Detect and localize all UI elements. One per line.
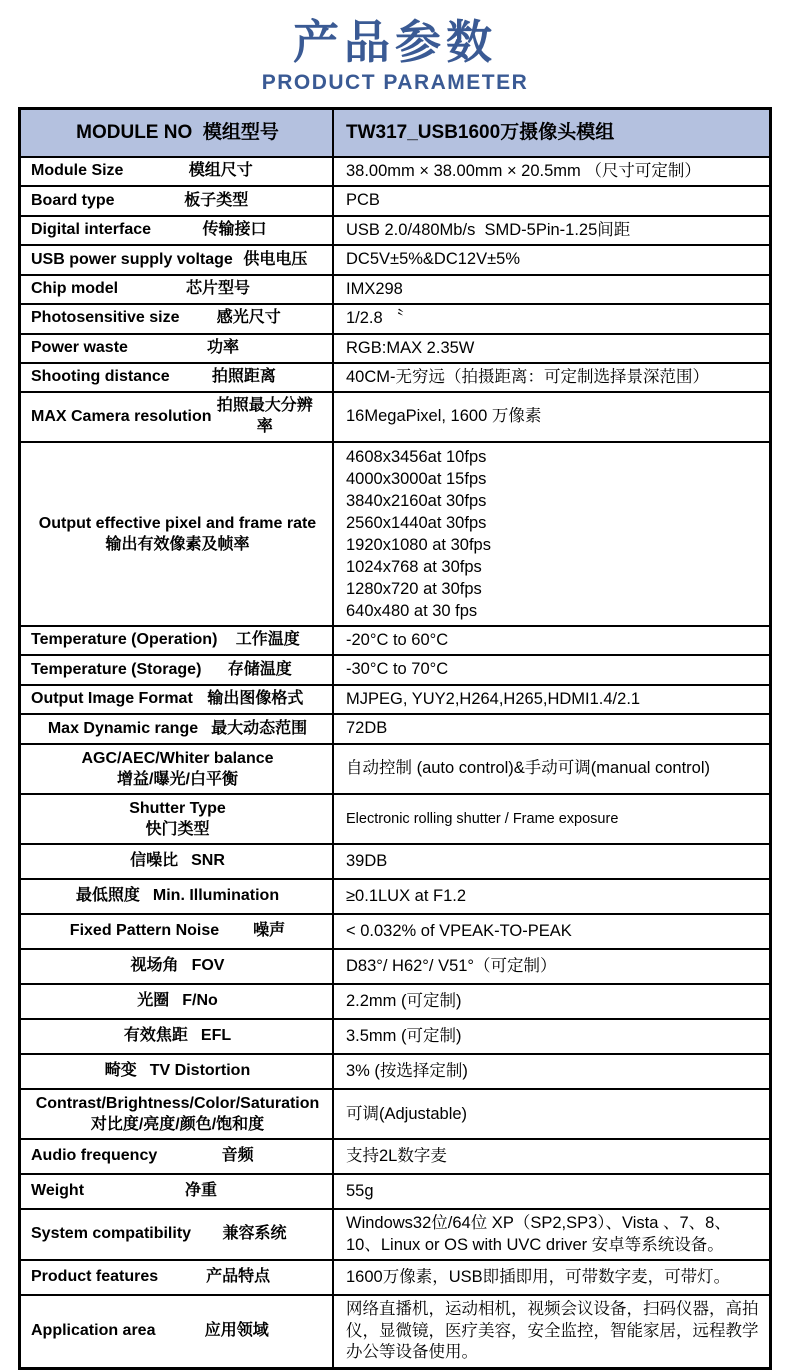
spec-label-zh: 拍照最大分辨率 bbox=[216, 397, 313, 436]
spec-header-label: MODULE NO 模组型号 bbox=[20, 108, 334, 157]
spec-value-text: 1/2.8 〝 bbox=[346, 309, 404, 328]
spec-value bbox=[333, 984, 771, 1019]
spec-row bbox=[20, 794, 771, 844]
spec-label-zh: 增益/曝光/白平衡 bbox=[117, 770, 238, 788]
spec-label-segment: Max Dynamic range bbox=[47, 719, 199, 737]
spec-label bbox=[20, 914, 334, 949]
spec-label-split bbox=[31, 1224, 324, 1245]
spec-label bbox=[20, 216, 334, 245]
spec-value bbox=[333, 626, 771, 655]
spec-label bbox=[20, 363, 334, 392]
spec-value bbox=[333, 1019, 771, 1054]
spec-label-split bbox=[31, 191, 324, 212]
spec-row bbox=[20, 984, 771, 1019]
spec-row bbox=[20, 1174, 771, 1209]
spec-value bbox=[333, 275, 771, 304]
spec-table bbox=[18, 107, 772, 1370]
spec-label bbox=[20, 714, 334, 743]
spec-label-split bbox=[31, 367, 324, 388]
spec-label-split bbox=[31, 689, 324, 710]
spec-value-text: 3.5mm (可定制) bbox=[346, 1026, 462, 1045]
spec-label bbox=[20, 1019, 334, 1054]
spec-label-en: MAX Camera resolution bbox=[31, 407, 212, 425]
spec-value-text: < 0.032% of VPEAK-TO-PEAK bbox=[346, 921, 572, 940]
spec-label-zh: 供电电压 bbox=[243, 250, 308, 268]
page-title: 产品参数 bbox=[293, 16, 497, 68]
spec-label bbox=[20, 685, 334, 714]
spec-header-value: TW317_USB1600万摄像头模组 bbox=[333, 108, 771, 157]
spec-value-line: 3840x2160at 30fps bbox=[346, 491, 487, 510]
spec-label bbox=[20, 186, 334, 215]
spec-value bbox=[333, 304, 771, 333]
spec-label-zh: 兼容系统 bbox=[222, 1225, 287, 1243]
spec-label-zh: 存储温度 bbox=[227, 660, 292, 678]
spec-label-center bbox=[31, 921, 324, 942]
spec-label-center bbox=[31, 1061, 324, 1082]
page-header bbox=[0, 0, 790, 95]
spec-label-zh: 拍照距离 bbox=[211, 368, 276, 386]
spec-label-en: Chip model bbox=[31, 279, 119, 297]
spec-label bbox=[20, 157, 334, 186]
spec-label-split bbox=[31, 250, 324, 271]
spec-value bbox=[333, 392, 771, 442]
spec-label-segment: 信噪比 bbox=[130, 852, 179, 870]
spec-label-center bbox=[31, 1026, 324, 1047]
spec-value-text: 16MegaPixel, 1600 万像素 bbox=[346, 407, 542, 426]
spec-label-zh: 板子类型 bbox=[184, 191, 249, 209]
spec-label-en: Digital interface bbox=[31, 221, 152, 239]
spec-row bbox=[20, 363, 771, 392]
spec-label bbox=[20, 744, 334, 794]
spec-label-en: Weight bbox=[31, 1182, 85, 1200]
spec-value-text: 40CM-无穷远（拍摄距离：可定制选择景深范围） bbox=[346, 367, 710, 386]
spec-label-segment: 畸变 bbox=[104, 1062, 137, 1080]
spec-label-en: Shooting distance bbox=[31, 368, 170, 386]
spec-value bbox=[333, 1295, 771, 1368]
spec-row bbox=[20, 1019, 771, 1054]
spec-value bbox=[333, 1260, 771, 1295]
spec-label bbox=[20, 334, 334, 363]
spec-row bbox=[20, 714, 771, 743]
spec-value bbox=[333, 1089, 771, 1139]
spec-value-line: 1920x1080 at 30fps bbox=[346, 535, 491, 554]
spec-value bbox=[333, 949, 771, 984]
spec-label-en: Shutter Type bbox=[129, 799, 226, 817]
spec-value-text: 网络直播机，运动相机，视频会议设备，扫码仪器，高拍仪，显微镜，医疗美容，安全监控，智能家居，远程教学办公等设备使用。 bbox=[346, 1300, 759, 1362]
spec-value-line: 4608x3456at 10fps bbox=[346, 447, 487, 466]
spec-value-text: DC5V±5%&DC12V±5% bbox=[346, 250, 521, 269]
spec-label bbox=[20, 1295, 334, 1368]
spec-label-split bbox=[31, 1321, 324, 1342]
spec-value-text: 1600万像素，USB即插即用，可带数字麦，可带灯。 bbox=[346, 1268, 731, 1287]
spec-label-split bbox=[31, 308, 324, 329]
spec-value-text: PCB bbox=[346, 191, 380, 210]
spec-label-center bbox=[31, 886, 324, 907]
spec-label-zh: 工作温度 bbox=[235, 631, 300, 649]
spec-label-split bbox=[31, 1181, 324, 1202]
spec-value-text: USB 2.0/480Mb/s SMD-5Pin-1.25间距 bbox=[346, 220, 631, 239]
spec-value bbox=[333, 363, 771, 392]
spec-label-zh: 产品特点 bbox=[206, 1268, 271, 1286]
spec-row bbox=[20, 1260, 771, 1295]
spec-label-segment: Fixed Pattern Noise bbox=[69, 922, 220, 940]
spec-row bbox=[20, 245, 771, 274]
spec-label-en: System compatibility bbox=[31, 1225, 192, 1243]
spec-label-split bbox=[31, 660, 324, 681]
spec-label-center bbox=[31, 719, 324, 740]
spec-row bbox=[20, 914, 771, 949]
spec-value bbox=[333, 1139, 771, 1174]
spec-label-split bbox=[31, 161, 324, 182]
spec-label bbox=[20, 984, 334, 1019]
spec-value-text: 可调(Adjustable) bbox=[346, 1104, 468, 1123]
spec-value-text: -20°C to 60°C bbox=[346, 630, 449, 649]
spec-value-text: 39DB bbox=[346, 851, 388, 870]
spec-label-segment: FOV bbox=[191, 957, 225, 975]
spec-value bbox=[333, 685, 771, 714]
spec-value bbox=[333, 216, 771, 245]
spec-label-split bbox=[31, 396, 324, 438]
spec-value bbox=[333, 245, 771, 274]
spec-value-lines bbox=[346, 446, 759, 622]
spec-label-en: Temperature (Storage) bbox=[31, 660, 202, 678]
spec-row bbox=[20, 1295, 771, 1368]
spec-value bbox=[333, 1054, 771, 1089]
spec-value bbox=[333, 157, 771, 186]
spec-value-line: 2560x1440at 30fps bbox=[346, 513, 487, 532]
spec-label-split bbox=[31, 279, 324, 300]
spec-label bbox=[20, 442, 334, 626]
spec-value bbox=[333, 714, 771, 743]
spec-label bbox=[20, 275, 334, 304]
spec-value-text: Electronic rolling shutter / Frame exposure bbox=[346, 811, 619, 828]
spec-label-stack bbox=[31, 513, 324, 555]
spec-value-text: IMX298 bbox=[346, 279, 403, 298]
spec-label-stack bbox=[31, 1093, 324, 1135]
spec-value bbox=[333, 655, 771, 684]
spec-label-en: USB power supply voltage bbox=[31, 250, 233, 268]
spec-label-zh: 感光尺寸 bbox=[216, 309, 281, 327]
spec-row bbox=[20, 1054, 771, 1089]
spec-label-zh: 输出图像格式 bbox=[207, 690, 304, 708]
spec-row bbox=[20, 275, 771, 304]
spec-label-segment: 最大动态范围 bbox=[211, 719, 308, 737]
spec-value bbox=[333, 844, 771, 879]
spec-label-zh: 传输接口 bbox=[202, 221, 267, 239]
spec-value-text: 72DB bbox=[346, 719, 388, 738]
spec-label bbox=[20, 392, 334, 442]
spec-value-text: 55g bbox=[346, 1182, 374, 1201]
spec-value bbox=[333, 186, 771, 215]
spec-label-en: Board type bbox=[31, 191, 115, 209]
spec-label-segment: TV Distortion bbox=[149, 1062, 251, 1080]
spec-label bbox=[20, 1089, 334, 1139]
spec-label-segment: 噪声 bbox=[253, 922, 286, 940]
spec-label-en: Photosensitive size bbox=[31, 309, 180, 327]
spec-label-zh: 音频 bbox=[221, 1147, 254, 1165]
spec-label-center bbox=[31, 956, 324, 977]
spec-label-en: AGC/AEC/Whiter balance bbox=[81, 749, 274, 767]
spec-value bbox=[333, 1209, 771, 1260]
spec-row bbox=[20, 334, 771, 363]
spec-value bbox=[333, 442, 771, 626]
spec-label-center bbox=[31, 991, 324, 1012]
spec-table-body bbox=[20, 108, 771, 1368]
spec-label bbox=[20, 1209, 334, 1260]
spec-label-segment: F/No bbox=[182, 992, 218, 1010]
spec-value-text: Windows32位/64位 XP（SP2,SP3）、Vista 、7、8、10、Linux or OS with UVC driver 安卓等系统设备。 bbox=[346, 1214, 731, 1254]
spec-value-line: 640x480 at 30 fps bbox=[346, 601, 478, 620]
spec-value-text: 自动控制 (auto control)&手动可调(manual control) bbox=[346, 759, 711, 778]
spec-label-split bbox=[31, 1146, 324, 1167]
spec-value bbox=[333, 1174, 771, 1209]
spec-label-stack bbox=[31, 798, 324, 840]
spec-label bbox=[20, 1054, 334, 1089]
spec-label bbox=[20, 1260, 334, 1295]
spec-label-en: Output Image Format bbox=[31, 690, 193, 708]
spec-label-segment: SNR bbox=[191, 852, 225, 870]
spec-row bbox=[20, 216, 771, 245]
spec-label-en: Contrast/Brightness/Color/Saturation bbox=[35, 1095, 320, 1113]
spec-value bbox=[333, 334, 771, 363]
spec-label-segment: Min. Illumination bbox=[152, 887, 280, 905]
spec-label-en: Output effective pixel and frame rate bbox=[38, 514, 317, 532]
spec-row bbox=[20, 949, 771, 984]
spec-row bbox=[20, 879, 771, 914]
spec-value bbox=[333, 744, 771, 794]
spec-row bbox=[20, 626, 771, 655]
spec-label-zh: 功率 bbox=[206, 338, 239, 356]
spec-row bbox=[20, 1089, 771, 1139]
spec-value-line: 1024x768 at 30fps bbox=[346, 557, 482, 576]
spec-row bbox=[20, 744, 771, 794]
spec-value-text: ≥0.1LUX at F1.2 bbox=[346, 886, 467, 905]
spec-row bbox=[20, 392, 771, 442]
spec-row bbox=[20, 685, 771, 714]
spec-row bbox=[20, 1139, 771, 1174]
spec-row bbox=[20, 186, 771, 215]
spec-label-en: Module Size bbox=[31, 162, 124, 180]
spec-value-text: 38.00mm × 38.00mm × 20.5mm （尺寸可定制） bbox=[346, 161, 701, 180]
spec-label-segment: 有效焦距 bbox=[123, 1027, 188, 1045]
spec-label-en: Application area bbox=[31, 1322, 156, 1340]
spec-label-en: Temperature (Operation) bbox=[31, 631, 218, 649]
spec-label bbox=[20, 304, 334, 333]
spec-label bbox=[20, 655, 334, 684]
spec-label bbox=[20, 879, 334, 914]
spec-row bbox=[20, 655, 771, 684]
spec-header-row bbox=[20, 108, 771, 157]
spec-label-zh: 对比度/亮度/颜色/饱和度 bbox=[90, 1116, 265, 1134]
spec-label-center bbox=[31, 851, 324, 872]
spec-label bbox=[20, 1139, 334, 1174]
spec-label bbox=[20, 626, 334, 655]
spec-label-zh: 净重 bbox=[185, 1182, 218, 1200]
page-subtitle: PRODUCT PARAMETER bbox=[261, 70, 529, 94]
spec-label bbox=[20, 844, 334, 879]
spec-row bbox=[20, 1209, 771, 1260]
spec-value-text: D83°/ H62°/ V51°（可定制） bbox=[346, 956, 557, 975]
spec-label-segment: 最低照度 bbox=[75, 887, 140, 905]
spec-label-segment: 光圈 bbox=[137, 992, 170, 1010]
spec-value-text: 2.2mm (可定制) bbox=[346, 991, 462, 1010]
spec-value-line: 4000x3000at 15fps bbox=[346, 469, 487, 488]
spec-label-split bbox=[31, 630, 324, 651]
spec-value-line: 1280x720 at 30fps bbox=[346, 579, 482, 598]
spec-label bbox=[20, 949, 334, 984]
spec-label-zh: 输出有效像素及帧率 bbox=[105, 535, 250, 553]
spec-label-en: Power waste bbox=[31, 338, 128, 356]
spec-label-zh: 芯片型号 bbox=[186, 279, 251, 297]
spec-label-en: Audio frequency bbox=[31, 1147, 158, 1165]
spec-label bbox=[20, 245, 334, 274]
spec-row bbox=[20, 844, 771, 879]
spec-value bbox=[333, 879, 771, 914]
spec-value-text: -30°C to 70°C bbox=[346, 660, 449, 679]
spec-label-segment: 视场角 bbox=[130, 957, 179, 975]
spec-label bbox=[20, 1174, 334, 1209]
spec-row bbox=[20, 304, 771, 333]
spec-row bbox=[20, 442, 771, 626]
spec-label-split bbox=[31, 1267, 324, 1288]
spec-label-zh: 模组尺寸 bbox=[188, 162, 253, 180]
spec-row bbox=[20, 157, 771, 186]
spec-value-text: 3% (按选择定制) bbox=[346, 1061, 468, 1080]
spec-value-text: RGB:MAX 2.35W bbox=[346, 338, 475, 357]
spec-value-text: MJPEG, YUY2,H264,H265,HDMI1.4/2.1 bbox=[346, 689, 641, 708]
spec-label-zh: 快门类型 bbox=[145, 821, 210, 839]
spec-value bbox=[333, 914, 771, 949]
spec-label-segment: EFL bbox=[200, 1027, 232, 1045]
spec-value-text: 支持2L数字麦 bbox=[346, 1147, 447, 1166]
spec-label-en: Product features bbox=[31, 1268, 159, 1286]
spec-label-zh: 应用领域 bbox=[204, 1322, 269, 1340]
spec-label-stack bbox=[31, 748, 324, 790]
spec-value bbox=[333, 794, 771, 844]
spec-label-split bbox=[31, 338, 324, 359]
spec-label bbox=[20, 794, 334, 844]
spec-label-split bbox=[31, 220, 324, 241]
